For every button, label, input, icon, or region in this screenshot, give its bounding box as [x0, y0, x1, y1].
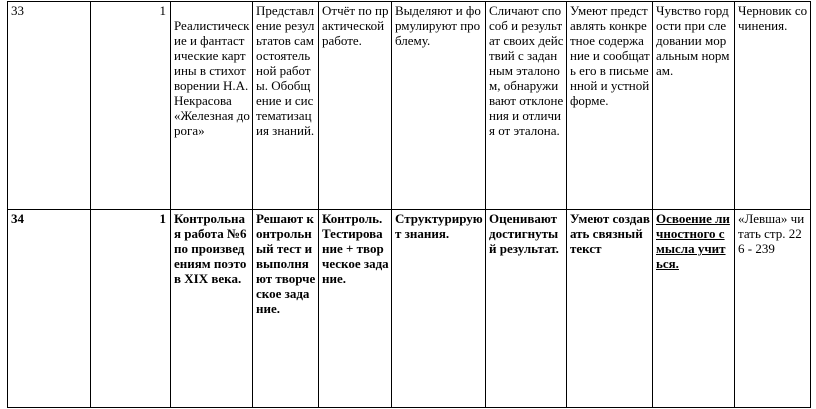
- lesson-type-cell: Решают контрольный тест и выполняют творческое задание.: [253, 210, 319, 408]
- table-row: [8, 2, 811, 210]
- homework-cell: «Левша» читать стр. 226 - 239: [735, 210, 811, 408]
- lesson-type-cell: Представление результатов самостоятельной работы. Обобщение и систематизация знаний.: [253, 2, 319, 210]
- lesson-plan-document: [7, 1, 811, 408]
- topic-cell: Контрольная работа №6 по произведениям поэтов XIX века.: [171, 210, 253, 408]
- cognitive-skills-cell: Оценивают достигнутый результат.: [486, 210, 567, 408]
- hours-cell: 1: [91, 2, 171, 210]
- regulative-skills-cell: Структурируют знания.: [392, 210, 486, 408]
- communicative-skills-cell: Умеют создавать связный текст: [567, 210, 653, 408]
- personal-results-cell: Освоение личностного смысла учиться.: [653, 210, 735, 408]
- topic-cell: Реалистические и фантастические картины в стихотворении Н.А.Некрасова «Железная дорога»: [171, 2, 253, 210]
- hours-cell: 1: [91, 210, 171, 408]
- lesson-plan-table: [7, 1, 811, 408]
- lesson-number-cell: 33: [8, 2, 91, 210]
- control-form-cell: Отчёт по практической работе.: [319, 2, 392, 210]
- lesson-number-cell: 34: [8, 210, 91, 408]
- homework-cell: Черновик сочинения.: [735, 2, 811, 210]
- regulative-skills-cell: Выделяют и формулируют проблему.: [392, 2, 486, 210]
- table-row: [8, 210, 811, 408]
- cognitive-skills-cell: Сличают способ и результат своих действий с заданным эталоном, обнаруживают отклонения и отличия от эталона.: [486, 2, 567, 210]
- personal-results-cell: Чувство гордости при следовании моральным нормам.: [653, 2, 735, 210]
- control-form-cell: Контроль. Тестирование + творческое задание.: [319, 210, 392, 408]
- communicative-skills-cell: Умеют представлять конкретное содержание и сообщать его в письменной и устной форме.: [567, 2, 653, 210]
